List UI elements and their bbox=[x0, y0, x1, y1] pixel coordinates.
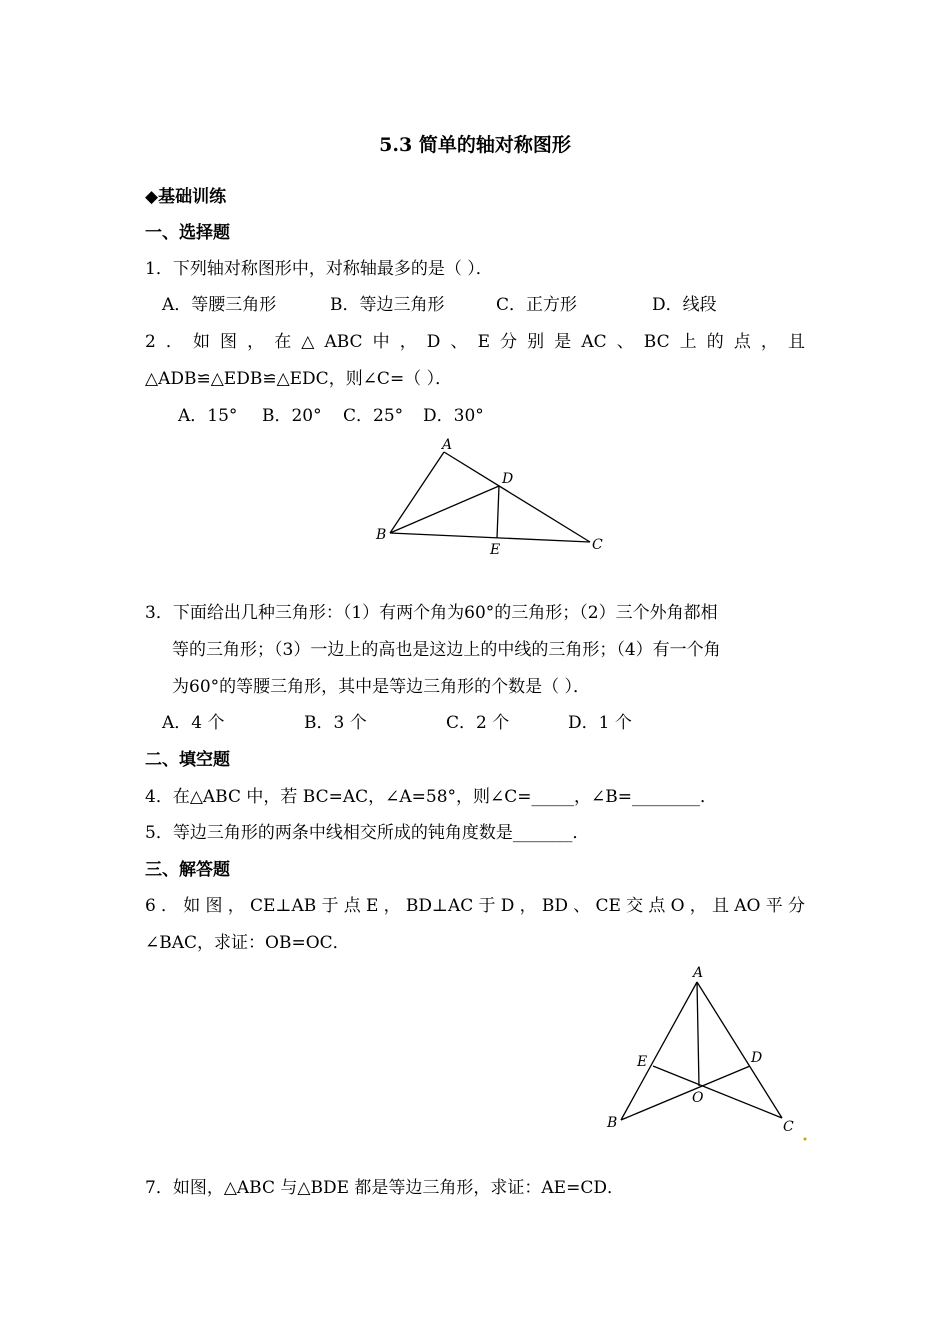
segment-AO bbox=[697, 982, 699, 1086]
label-B: B bbox=[376, 527, 387, 543]
q1-option-d: D．线段 bbox=[652, 295, 717, 315]
question-3-line-3: 为60°的等腰三角形，其中是等边三角形的个数是（ ）． bbox=[172, 677, 591, 697]
q1-option-b: B．等边三角形 bbox=[330, 295, 445, 315]
question-6-line-1: 6．如图，CE⊥AB于点E，BD⊥AC于D，BD、CE交点O，且AO平分 bbox=[145, 896, 805, 916]
label-E: E bbox=[637, 1054, 648, 1070]
q3-option-d: D．1 个 bbox=[568, 713, 632, 733]
label-O: O bbox=[692, 1090, 704, 1106]
q2-option-a: A．15° bbox=[178, 406, 238, 426]
stray-dot bbox=[804, 1138, 807, 1141]
question-2-line-1: 2．如图，在△ABC中，D、E分别是AC、BC上的点，且 bbox=[145, 332, 805, 352]
label-C: C bbox=[783, 1119, 794, 1135]
label-C: C bbox=[592, 537, 603, 553]
part-multiple-choice-heading: 一、选择题 bbox=[145, 223, 230, 243]
q2-triangle-figure bbox=[360, 430, 620, 565]
question-2-line-2: △ADB≌△EDB≌△EDC，则∠C=（ ）． bbox=[145, 369, 453, 389]
label-A: A bbox=[442, 437, 453, 453]
question-3-line-2: 等的三角形；（3）一边上的高也是这边上的中线的三角形；（4）有一个角 bbox=[172, 640, 721, 660]
question-7: 7．如图，△ABC 与△BDE 都是等边三角形，求证：AE=CD． bbox=[145, 1178, 624, 1198]
q3-option-b: B．3 个 bbox=[304, 713, 367, 733]
page-title: 5.3 简单的轴对称图形 bbox=[379, 134, 571, 156]
q1-option-c: C．正方形 bbox=[496, 295, 578, 315]
segment-AC bbox=[444, 452, 590, 542]
question-4: 4．在△ABC 中，若 BC=AC，∠A=58°，则∠C=_____，∠B=________． bbox=[145, 787, 718, 807]
label-D: D bbox=[751, 1050, 763, 1066]
question-6-line-2: ∠BAC，求证：OB=OC． bbox=[145, 933, 350, 953]
section-basic-training: ◆基础训练 bbox=[145, 187, 227, 207]
segment-BD bbox=[621, 1066, 750, 1120]
part-fill-in-heading: 二、填空题 bbox=[145, 750, 230, 770]
q1-option-a: A．等腰三角形 bbox=[162, 295, 277, 315]
q2-option-c: C．25° bbox=[343, 406, 404, 426]
label-E: E bbox=[490, 542, 501, 558]
question-1-stem: 1．下列轴对称图形中，对称轴最多的是（ ）． bbox=[145, 259, 493, 279]
segment-BC bbox=[390, 533, 590, 542]
question-3-line-1: 3．下面给出几种三角形：（1）有两个角为60°的三角形；（2）三个外角都相 bbox=[145, 603, 718, 623]
q6-triangle-figure bbox=[595, 960, 825, 1145]
question-5: 5．等边三角形的两条中线相交所成的钝角度数是_______． bbox=[145, 823, 590, 843]
q2-option-b: B．20° bbox=[262, 406, 322, 426]
q3-option-c: C．2 个 bbox=[446, 713, 510, 733]
part-solution-heading: 三、解答题 bbox=[145, 860, 230, 880]
q2-option-d: D．30° bbox=[423, 406, 484, 426]
label-B: B bbox=[607, 1115, 618, 1131]
segment-AC bbox=[697, 982, 782, 1118]
segment-DE bbox=[497, 486, 499, 538]
label-D: D bbox=[502, 471, 514, 487]
label-A: A bbox=[693, 965, 704, 981]
q3-option-a: A．4 个 bbox=[162, 713, 225, 733]
segment-CE bbox=[653, 1066, 782, 1118]
segment-AB bbox=[621, 982, 697, 1120]
